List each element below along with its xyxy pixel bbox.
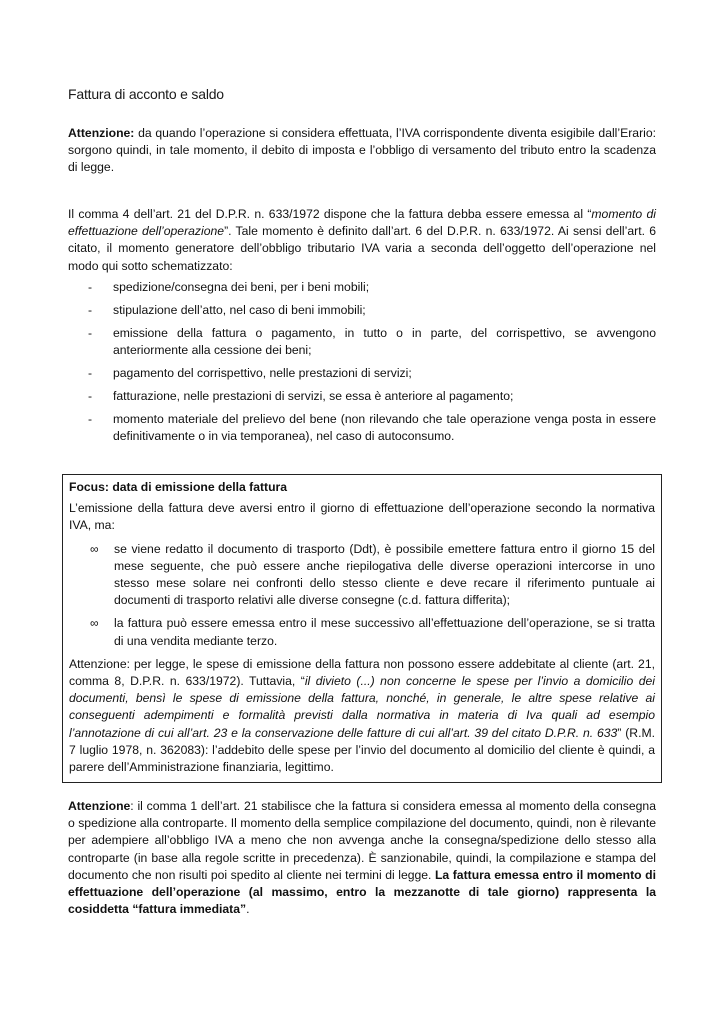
focus-box (62, 474, 662, 783)
note-text: ” (R.M. 7 luglio 1978, n. 362083): l’addebito delle spese per l’invio del documento al domicilio del cliente è quindi, a parere dell’Amministrazione finanziaria, legittimo. (69, 725, 655, 775)
taxable-moment-list (68, 279, 656, 451)
list-item (68, 388, 656, 405)
dash-marker: - (88, 412, 93, 427)
list-item (68, 365, 656, 382)
list-item-text: fatturazione, nelle prestazioni di servizi, se essa è anteriore al pagamento; (113, 389, 514, 404)
list-item-text: stipulazione dell’atto, nel caso di beni immobili; (113, 303, 366, 317)
list-item (68, 302, 656, 319)
list-item-text: spedizione/consegna dei beni, per i beni mobili; (113, 280, 370, 294)
attention-text: da quando l’operazione si considera effettuata, l’IVA corrispondente diventa esigibile dall’Erario: sorgono quindi, in tale momento, il debito di imposta e l’obbligo di versamento del tributo entro la scadenza di legge. (68, 126, 656, 175)
note-italic-quote: il divieto (...) non concerne le spese per l’invio a domicilio dei documenti, bensì le spese di emissione della fattura, nonché, in generale, le altre spese relative ai conseguenti adempimenti e formalità previsti dalla normativa in materia di Iva quali ad esempio l’annotazione di cui all’art. 23 e la conservazione delle fatture di cui all’art. 39 del citato D.P.R. n. 633 (69, 674, 655, 740)
paragraph-text: ”. Tale momento è definito dall’art. 6 del D.P.R. n. 633/1972. Ai sensi dell’art. 6 citato, il momento generatore dell’obbligo tributario IVA varia a seconda dell’oggetto dell’operazione nel modo qui sotto schematizzato: (68, 224, 657, 273)
attention-label: Attenzione: (68, 126, 135, 140)
infinity-bullet-icon: ∞ (90, 616, 99, 631)
attention-paragraph-2 (68, 798, 656, 918)
list-item (68, 279, 656, 296)
paragraph-text: Il comma 4 dell’art. 21 del D.P.R. n. 633/1972 dispone che la fattura debba essere emessa al “ (68, 207, 592, 221)
attention-label: Attenzione (68, 799, 131, 813)
focus-note (69, 656, 655, 776)
list-item (69, 541, 655, 610)
infinity-bullet-icon: ∞ (90, 541, 99, 556)
list-item-text: pagamento del corrispettivo, nelle prestazioni di servizi; (113, 366, 412, 381)
list-item-text: emissione della fattura o pagamento, in tutto o in parte, del corrispettivo, se avvengono anteriormente alla cessione dei beni; (113, 326, 656, 358)
paragraph-end: . (246, 902, 250, 917)
focus-intro: L’emissione della fattura deve aversi entro il giorno di effettuazione dell’operazione secondo la normativa IVA, ma: (69, 501, 655, 533)
attention-paragraph-1 (68, 125, 656, 177)
list-item (68, 411, 656, 445)
paragraph-text: : il comma 1 dell’art. 21 stabilisce che la fattura si considera emessa al momento della consegna o spedizione alla controparte. Il momento della semplice compilazione del documento, quindi, non è rilevante per adempiere all’obbligo IVA a meno che non avvenga anche la consegna/spedizione dello stesso alla controparte (in base alla regole scritte in precedenza). È sanzionabile, quindi, la compilazione e stampa del documento che non risulti poi spedito al cliente nei termini di legge. (68, 799, 656, 882)
dash-marker: - (88, 366, 93, 381)
note-text: Attenzione: per legge, le spese di emissione della fattura non possono essere addebitate al cliente (art. 21, comma 8, D.P.R. n. 633/1972). Tuttavia, “ (69, 656, 655, 689)
dash-marker: - (88, 326, 93, 340)
document-title: Fattura di acconto e saldo (68, 86, 224, 102)
dash-marker: - (88, 389, 93, 404)
list-item (69, 615, 655, 649)
focus-heading: Focus: data di emissione della fattura (69, 480, 288, 494)
list-item (68, 325, 656, 359)
italic-quote: momento di effettuazione dell’operazione (68, 207, 656, 239)
dash-marker: - (88, 303, 93, 317)
bold-conclusion: La fattura emessa entro il momento di effettuazione dell’operazione (al massimo, entro la mezzanotte di tale giorno) rappresenta la cosiddetta “fattura immediata” (68, 867, 656, 917)
dash-marker: - (88, 280, 93, 294)
focus-list (69, 541, 655, 650)
list-item-text: se viene redatto il documento di trasporto (Ddt), è possibile emettere fattura entro il giorno 15 del mese seguente, che può essere anche riepilogativa delle diverse operazioni intercorse in uno stesso mese solare nei confronti dello stesso cliente e deve recare il riferimento puntuale ai documenti di trasporto relativi alle diverse consegne (c.d. fattura differita); (114, 541, 655, 608)
list-item-text: momento materiale del prelievo del bene (non rilevando che tale operazione venga posta in essere definitivamente o in via temporanea), nel caso di autoconsumo. (113, 412, 656, 444)
legal-reference-paragraph (68, 206, 656, 275)
list-item-text: la fattura può essere emessa entro il mese successivo all’effettuazione dell’operazione, se si tratta di una vendita mediante terzo. (114, 616, 655, 648)
